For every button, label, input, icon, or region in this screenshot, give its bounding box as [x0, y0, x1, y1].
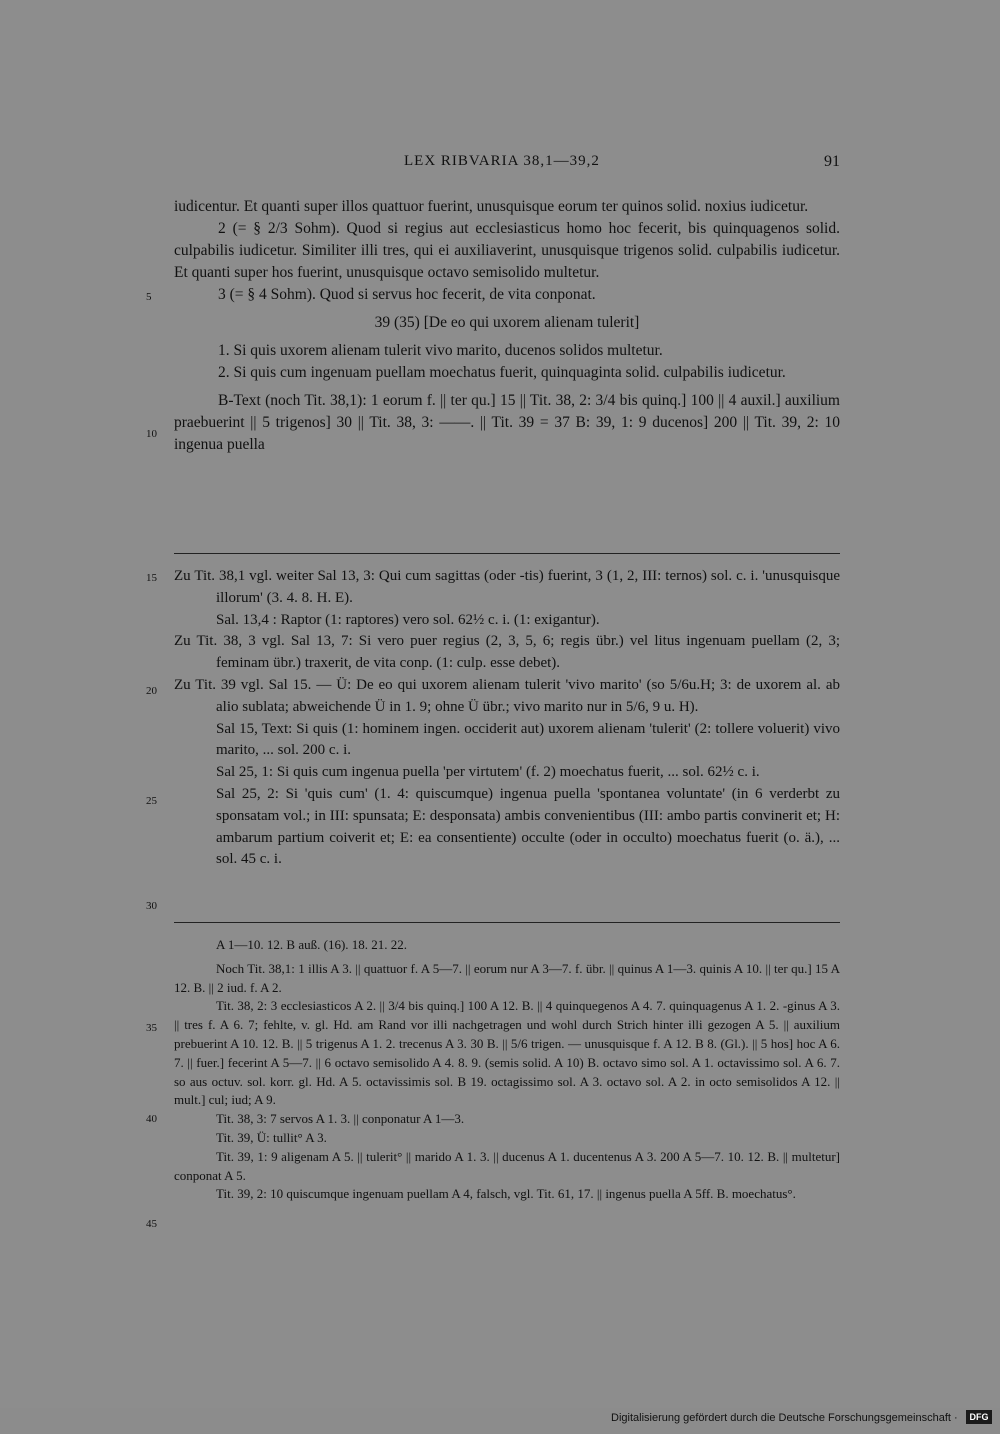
paragraph-continuation: iudicentur. Et quanti super illos quattuor fuerint, unusquisque eorum ter quinos solid. noxius iudicetur. [174, 198, 809, 215]
line-number: 20 [146, 685, 157, 697]
line-number: 35 [146, 1022, 157, 1034]
apparatus-39-title: Tit. 39, Ü: tullit° A 3. [216, 1129, 327, 1145]
note-sal-25-1: Sal 25, 1: Si quis cum ingenua puella 'per virtutem' (f. 2) moechatus fuerit, ... sol. 62½ c. i. [216, 764, 760, 781]
main-text [174, 196, 840, 456]
apparatus-38-2: Tit. 38, 2: 3 ecclesiasticos A 2. || 3/4 bis quinq.] 100 A 12. B. || 4 quinquegenos A 4. 7. quinquagenus A 1. 2. -ginus A 3. || tres f. A 6. 7; fehlte, v. gl. Hd. am Rand vor illi nachgetragen und wohl durch Strich hinter illi gezogen A 5. || auxilium prebuerint A 10. 12. B. || 5 trigenus A 1. 2. trecenus A 3. 30 B. || 5/6 trigen. — unusquisque f. A 12. B 8. (Gl.). || 5 hos] hoc A 6. 7. || fuer.] fecerint A 5—7. || 6 octavo semisolido A 4. 8. 9. (semis solid. A 10) B. octavo simo sol. A 1. octavissimo sol. A 6. 7. so aus octuv. sol. korr. gl. Hd. A 5. octavissimis sol. B 19. octagissimo sol. A 3. octavo sol. A 2. in octo semisolidos A 12. || mult.] cul; iud; A 9. [174, 998, 840, 1108]
note-sal-25-2: Sal 25, 2: Si 'quis cum' (1. 4: quiscumque) ingenua puella 'spontanea voluntate' (in 6 verderbt zu sponsatam vol.; in III: spunsata; E: desponsata) ambis convenientibus (III: ambo partis convinerit et; H: ambarum partium coiverit et; E: ea consentiente) occulte (oder in occulto) moechatus fuerit (o. ä.), ... sol. 45 c. i. [216, 785, 840, 868]
note-sal-13-4: Sal. 13,4 : Raptor (1: raptores) vero sol. 62½ c. i. (1: exigantur). [216, 611, 600, 628]
paragraph-39-1: 1. Si quis uxorem alienam tulerit vivo marito, ducenos solidos multetur. [218, 342, 663, 359]
paragraph-39-2: 2. Si quis cum ingenuam puellam moechatus fuerit, quinquaginta solid. culpabilis iudicetur. [218, 364, 786, 381]
critical-apparatus [174, 936, 840, 1204]
running-header: LEX RIBVARIA 38,1—39,2 [404, 153, 600, 169]
paragraph-38-3: 3 (= § 4 Sohm). Quod si servus hoc fecerit, de vita conponat. [218, 286, 596, 303]
line-number: 5 [146, 291, 152, 303]
section-heading-39: 39 (35) [De eo qui uxorem alienam tulerit] [374, 314, 640, 331]
page-number: 91 [824, 153, 840, 170]
line-number: 45 [146, 1218, 157, 1230]
separator-rule [174, 922, 840, 923]
apparatus-39-2: Tit. 39, 2: 10 quiscumque ingenuam puellam A 4, falsch, vgl. Tit. 61, 17. || ingenus puella A 5ff. B. moechatus°. [216, 1186, 796, 1202]
note-38-1: Zu Tit. 38,1 vgl. weiter Sal 13, 3: Qui cum sagittas (oder -tis) fuerint, 3 (1, 2, III: ternos) sol. c. i. 'unusquisque illorum' (3. 4. 8. H. E). [174, 568, 840, 606]
line-number: 10 [146, 428, 157, 440]
apparatus-sigla: A 1—10. 12. B auß. (16). 18. 21. 22. [216, 937, 408, 952]
line-number: 25 [146, 795, 157, 807]
parallel-notes [174, 566, 840, 871]
apparatus-38-1: Noch Tit. 38,1: 1 illis A 3. || quattuor f. A 5—7. || eorum nur A 3—7. f. übr. || quinus A 1—3. quinis A 10. || ter qu.] 15 A 12. B. || 2 iud. f. A 2. [174, 960, 840, 995]
digitization-credit: Digitalisierung gefördert durch die Deutsche Forschungsgemeinschaft · [611, 1412, 958, 1424]
apparatus-39-1: Tit. 39, 1: 9 aligenam A 5. || tulerit° || marido A 1. 3. || ducenus A 1. ducentenus A 3. 200 A 5—7. 10. 12. B. || multetur] conponat A 5. [174, 1148, 840, 1183]
line-number: 40 [146, 1113, 157, 1125]
note-sal-15-text: Sal 15, Text: Si quis (1: hominem ingen. occiderit aut) uxorem alienam 'tulerit' (2: tollere voluerit) vivo marito, ... sol. 200 c. i. [216, 720, 840, 759]
paragraph-38-2: 2 (= § 2/3 Sohm). Quod si regius aut ecclesiasticus homo hoc fecerit, bis quinquagenos solid. culpabilis iudicetur. Similiter illi tres, qui ei auxiliaverint, unusquisque trigenos solid. culpabilis iudicetur. Et quanti super hos fuerint, unusquisque octavo semisolido multetur. [174, 220, 840, 281]
line-number: 15 [146, 572, 157, 584]
note-38-3: Zu Tit. 38, 3 vgl. Sal 13, 7: Si vero puer regius (2, 3, 5, 6; regis übr.) vel litus ingenuam puellam (2, 3; feminam übr.) traxerit, de vita conp. (1: culp. esse debet). [174, 633, 840, 672]
b-text-variants: B-Text (noch Tit. 38,1): 1 eorum f. || ter qu.] 15 || Tit. 38, 2: 3/4 bis quinq.] 100 || 4 auxil.] auxilium praebuerint || 5 trigenos] 30 || Tit. 38, 3: ——. || Tit. 39 = 37 B: 39, 1: 9 ducenos] 200 || Tit. 39, 2: 10 ingenua puella [174, 392, 840, 453]
dfg-logo: DFG [966, 1410, 992, 1424]
separator-rule [174, 553, 840, 554]
note-39: Zu Tit. 39 vgl. Sal 15. — Ü: De eo qui uxorem alienam tulerit 'vivo marito' (so 5/6u.H; 3: de uxorem al. ab alio sublata; abweichende Ü in 1. 9; ohne Ü übr.; vivo marito nur in 5/6, 9 u. H). [174, 676, 840, 715]
line-number: 30 [146, 900, 157, 912]
apparatus-38-3: Tit. 38, 3: 7 servos A 1. 3. || conponatur A 1—3. [216, 1111, 465, 1127]
